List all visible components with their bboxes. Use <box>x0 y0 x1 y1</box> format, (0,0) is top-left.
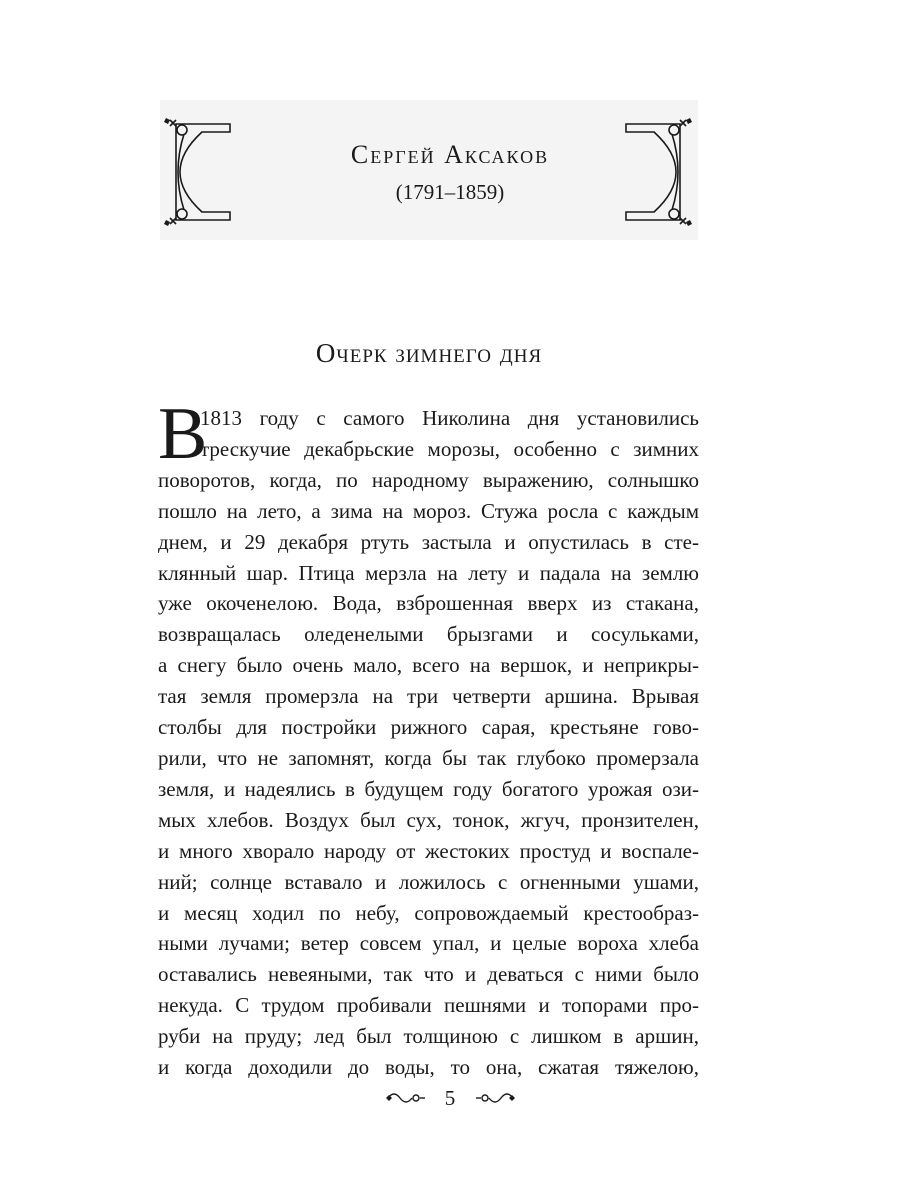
page-footer <box>0 1084 900 1111</box>
page-number: 5 <box>444 1085 456 1110</box>
flourish-ornament-icon <box>386 1088 426 1108</box>
text-line: пошло на лето, а зима на мороз. Стужа росла с каждым <box>158 498 699 523</box>
essay-title: Очерк зимнего дня <box>315 338 543 368</box>
author-name: Сергей Аксаков <box>350 140 550 169</box>
text-line: уже окоченелою. Вода, взброшенная вверх из стакана, <box>158 591 699 616</box>
text-line: днем, и 29 декабря ртуть застыла и опустилась в сте- <box>158 529 699 554</box>
text-line: земля, и надеялись в будущем году богатого урожая ози- <box>158 776 699 801</box>
author-years: (1791–1859) <box>395 180 505 204</box>
body-text <box>158 403 699 1083</box>
text-line: ний; солнце вставало и ложилось с огненными ушами, <box>158 869 699 894</box>
text-line: руби на пруду; лед был толщиною с лишком в аршин, <box>158 1024 699 1049</box>
text-line: а снегу было очень мало, всего на вершок, и неприкры- <box>158 653 699 678</box>
text-line: некуда. С трудом пробивали пешнями и топорами про- <box>158 993 699 1018</box>
text-line: и много хворало народу от жестоких простуд и воспале- <box>158 838 699 863</box>
text-line: рили, что не запомнят, когда бы так глубоко промерзала <box>158 745 699 770</box>
drop-cap: В <box>158 393 208 475</box>
text-line: и когда доходили до воды, то она, сжатая тяжелою, <box>158 1055 699 1080</box>
text-line: тая земля промерзла на три четверти аршина. Врывая <box>158 684 699 709</box>
header-band <box>160 100 698 240</box>
corner-frame-ornament-icon <box>162 112 232 232</box>
text-line: столбы для постройки рижного сарая, крестьяне гово- <box>158 715 699 740</box>
text-line: 1813 году с самого Николина дня установились <box>200 406 699 430</box>
flourish-ornament-icon <box>475 1088 515 1108</box>
text-line: трескучие декабрьские морозы, особенно с зимних <box>200 436 699 461</box>
text-line: возвращалась оледенелыми брызгами и сосульками, <box>158 622 699 647</box>
text-line: мых хлебов. Воздух был сух, тонок, жгуч, пронзителен, <box>158 807 699 832</box>
corner-frame-ornament-icon <box>624 112 694 232</box>
text-line: ными лучами; ветер совсем упал, и целые вороха хлеба <box>158 931 699 956</box>
text-line: клянный шар. Птица мерзла на лету и падала на землю <box>158 560 699 585</box>
text-line: оставались невеяными, так что и деваться с ними было <box>158 962 699 987</box>
text-line: и месяц ходил по небу, сопровождаемый крестообраз- <box>158 900 699 925</box>
text-line: поворотов, когда, по народному выражению, солнышко <box>158 467 699 492</box>
